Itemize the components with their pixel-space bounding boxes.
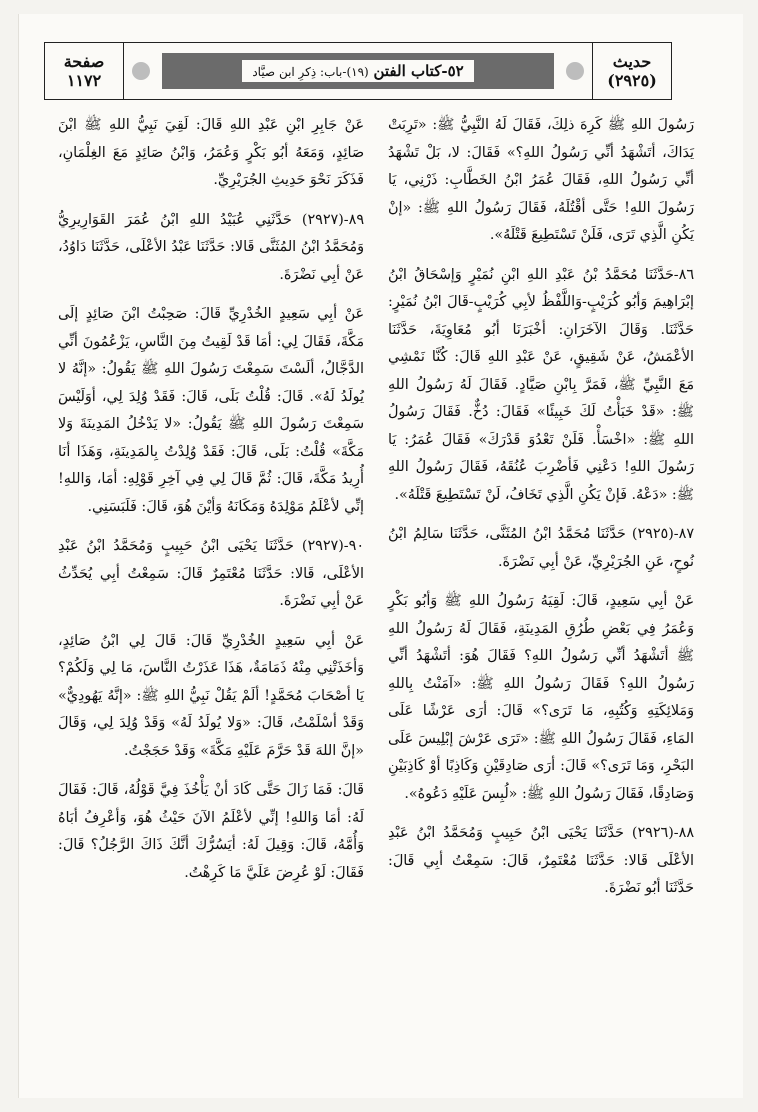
ornament-left-icon xyxy=(132,62,150,80)
paragraph: قَالَ: فَمَا زَالَ حَتَّى كَادَ أنْ يَأْخُذَ فِيَّ قَوْلُهُ، قَالَ: فَقَالَ لَهُ: أمَا وَاللهِ! إنِّي لأعْلَمُ الآنَ حَيْثُ هُوَ، وَأعْرِفُ أبَاهُ وَأُمَّهُ، قَالَ: وَقِيلَ لَهُ: أيَسُرُّكَ أنَّكَ ذَاكَ الرَّجُلُ؟ قَالَ: فَقَالَ: لَوْ عُرِضَ عَلَيَّ مَا كَرِهْتُ. xyxy=(58,782,364,881)
page-label: صفحة xyxy=(63,52,105,71)
paragraph: عَنْ أبِي سَعِيدٍ الخُدْرِيِّ قَالَ: صَحِبْتُ ابْنَ صَائِدٍ إلَى مَكَّةَ، فَقَالَ لِي: أمَا قَدْ لَقِيتُ مِنَ النَّاسِ، يَزْعُمُونَ أنِّي الدَّجَّالُ، ألَسْتَ سَمِعْتَ رَسُولَ اللهِ ﷺ يَقُولُ: «إنَّهُ لا يُولَدُ لَهُ». قَالَ: قُلْتُ بَلَى، قَالَ: فَقَدْ وُلِدَ لِي، أوَلَيْسَ سَمِعْتَ رَسُولَ اللهِ ﷺ يَقُولُ: «لا يَدْخُلُ المَدِينَةَ وَلا مَكَّةَ» قُلْتُ: بَلَى، قَالَ: فَقَدْ وُلِدْتُ بِالمَدِينَةِ، وَهَذَا أنَا أُرِيدُ مَكَّةَ، قَالَ: ثُمَّ قَالَ لِي فِي آخِرِ قَوْلِهِ: أمَا، وَاللهِ! إنِّي لأعْلَمُ مَوْلِدَهُ وَمَكَانَهُ وَأيْنَ هُوَ، قَالَ: فَلَبَسَنِي. xyxy=(58,306,364,515)
page-header xyxy=(44,42,672,100)
page-number: ١١٧٢ xyxy=(66,71,102,90)
left-column xyxy=(58,112,364,899)
hadith-label: حديث xyxy=(612,52,652,71)
ornament-right-icon xyxy=(566,62,584,80)
book-title-line xyxy=(242,60,473,82)
paragraph: ٩٠-(٢٩٢٧) حَدَّثَنَا يَحْيَى ابْنُ حَبِيبٍ وَمُحَمَّدُ ابْنُ عَبْدِ الأعْلَى، قَالا: حَدَّثَنَا مُعْتَمِرٌ قَالَ: سَمِعْتُ أبِي يُحَدِّثُ عَنْ أبِي نَضْرَةَ. xyxy=(58,538,364,609)
hadith-number: (٢٩٢٥) xyxy=(607,71,657,90)
book-title: ٥٢-كتاب الفتن xyxy=(373,62,464,80)
page-number-box xyxy=(45,43,124,99)
chapter-title: (١٩)-باب: ذِكرِ ابن صيَّاد xyxy=(252,65,369,79)
paragraph: ٨٧-(٢٩٢٥) حَدَّثَنَا مُحَمَّدُ ابْنُ المُثَنَّى، حَدَّثَنَا سَالِمُ ابْنُ نُوحٍ، عَنِ الجُرَيْرِيِّ، عَنْ أبِي نَضْرَةَ. xyxy=(388,526,694,570)
paragraph: ٨٩-(٢٩٢٧) حَدَّثَنِي عُبَيْدُ اللهِ ابْنُ عُمَرَ القَوَارِيرِيُّ وَمُحَمَّدُ ابْنُ المُثَنَّى قَالا: حَدَّثَنَا عَبْدُ الأعْلَى، حَدَّثَنَا دَاوُدُ، عَنْ أبِي نَضْرَةَ. xyxy=(58,211,364,283)
paragraph: ٨٦-حَدَّثَنَا مُحَمَّدُ بْنُ عَبْدِ اللهِ ابْنِ نُمَيْرٍ وَإسْحَاقُ ابْنُ إبْرَاهِيمَ وَأبُو كُرَيْبٍ-وَاللَّفْظُ لأبِي كُرَيْبٍ-قَالَ ابْنُ نُمَيْرٍ: حَدَّثَنَا. وَقَالَ الآخَرَانِ: أخْبَرَنَا أبُو مُعَاوِيَةَ، حَدَّثَنَا الأعْمَشُ، عَنْ شَقِيقٍ، عَنْ عَبْدِ اللهِ قَالَ: كُنَّا نَمْشِي مَعَ النَّبِيِّ ﷺ، فَمَرَّ بِابْنِ صَيَّادٍ. فَقَالَ لَهُ رَسُولُ اللهِ ﷺ: «قَدْ خَبَأْتُ لَكَ خَبِيئًا» فَقَالَ: دُخٌّ. فَقَالَ رَسُولُ اللهِ ﷺ: «اخْسَأْ. فَلَنْ تَعْدُوَ قَدْرَكَ» فَقَالَ عُمَرُ: يَا رَسُولَ اللهِ! دَعْنِي فَأضْرِبَ عُنُقَهُ، فَقَالَ رَسُولُ اللهِ ﷺ: «دَعْهُ. فَإنْ يَكُنِ الَّذِي تَخَافُ، لَنْ تَسْتَطِيعَ قَتْلَهُ». xyxy=(388,266,694,503)
paragraph: عَنْ جَابِرِ ابْنِ عَبْدِ اللهِ قَالَ: لَقِيَ نَبِيُّ اللهِ ﷺ ابْنَ صَائِدٍ، وَمَعَهُ أبُو بَكْرٍ وَعُمَرُ، وَابْنُ صَائِدٍ مَعَ الغِلْمَانِ، فَذَكَرَ نَحْوَ حَدِيثِ الجُرَيْرِيِّ. xyxy=(58,117,364,188)
paragraph: ٨٨-(٢٩٢٦) حَدَّثَنَا يَحْيَى ابْنُ حَبِيبٍ وَمُحَمَّدُ ابْنُ عَبْدِ الأعْلَى قَالا: حَدَّثَنَا مُعْتَمِرٌ، قَالَ: سَمِعْتُ أبِي قَالَ: حَدَّثَنَا أبُو نَضْرَةَ. xyxy=(388,825,694,896)
paragraph: رَسُولَ اللهِ ﷺ كَرِهَ ذلِكَ، فَقَالَ لَهُ النَّبِيُّ ﷺ: «تَرِبَتْ يَدَاكَ، أتَشْهَدُ أنِّي رَسُولُ اللهِ؟» فَقَالَ: لا، بَلْ تَشْهَدُ أنِّي رَسُولُ اللهِ، فَقَالَ عُمَرُ ابْنُ الخَطَّابِ: ذَرْنِي، يَا رَسُولَ اللهِ! حَتَّى أقْتُلَهُ، فَقَالَ رَسُولُ اللهِ ﷺ: «إنْ يَكُنِ الَّذِي تَرَى، فَلَنْ تَسْتَطِيعَ قَتْلَهُ». xyxy=(388,117,694,243)
hadith-number-box xyxy=(592,43,671,99)
right-column xyxy=(388,112,694,915)
paragraph: عَنْ أبِي سَعِيدٍ الخُدْرِيِّ قَالَ: قَالَ لِي ابْنُ صَائِدٍ، وَأخَذَتْنِي مِنْهُ ذَمَامَةٌ، هَذَا عَذَرْتُ النَّاسَ، مَا لِي وَلَكُمْ؟ يَا أصْحَابَ مُحَمَّدٍ! ألَمْ يَقُلْ نَبِيُّ اللهِ ﷺ: «إنَّهُ يَهُودِيٌّ» وَقَدْ أسْلَمْتُ، قَالَ: «وَلا يُولَدُ لَهُ» وَقَدْ وُلِدَ لِي، وَقَالَ «إنَّ اللهَ قَدْ حَرَّمَ عَلَيْهِ مَكَّةَ» وَقَدْ حَجَجْتُ. xyxy=(58,632,364,759)
paragraph: عَنْ أبِي سَعِيدٍ، قَالَ: لَقِيَهُ رَسُولُ اللهِ ﷺ وَأبُو بَكْرٍ وَعُمَرُ فِي بَعْضِ طُرُقِ المَدِينَةِ، فَقَالَ لَهُ رَسُولُ اللهِ ﷺ أتَشْهَدُ أنِّي رَسُولُ اللهِ؟ فَقَالَ هُوَ: أتَشْهَدُ أنِّي رَسُولُ اللهِ؟ فَقَالَ رَسُولُ اللهِ ﷺ: «آمَنْتُ بِاللهِ وَمَلائِكَتِهِ وَكُتُبِهِ، مَا تَرَى؟» قَالَ: أرَى عَرْشًا عَلَى المَاءِ، فَقَالَ رَسُولُ اللهِ ﷺ: «تَرَى عَرْشَ إبْلِيسَ عَلَى البَحْرِ، وَمَا تَرَى؟» قَالَ: أرَى صَادِقَيْنِ وَكَاذِبًا أوْ كَاذِبَيْنِ وَصَادِقًا، فَقَالَ رَسُولُ اللهِ ﷺ: «لُبِسَ عَلَيْهِ دَعُوهُ». xyxy=(388,593,694,802)
header-title-area xyxy=(124,43,592,99)
